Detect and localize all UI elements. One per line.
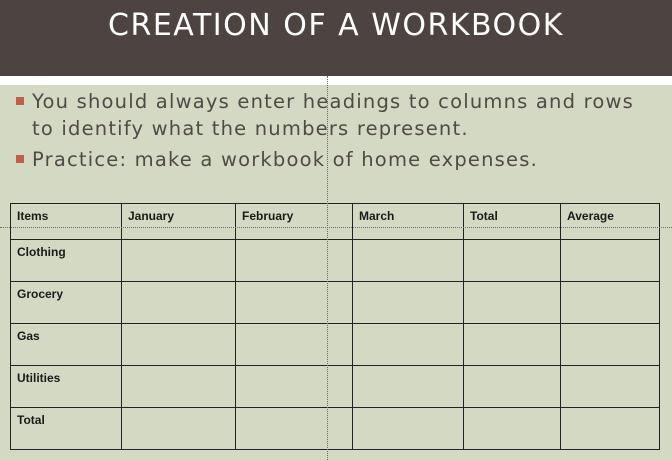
- horizontal-guide-line: [0, 227, 672, 228]
- table-cell[interactable]: [353, 324, 464, 366]
- table-cell[interactable]: [353, 408, 464, 450]
- table-row: [11, 408, 660, 450]
- table-cell[interactable]: [236, 282, 353, 324]
- title-divider: [0, 76, 672, 85]
- table-row: [11, 324, 660, 366]
- table-cell[interactable]: [561, 366, 660, 408]
- row-label[interactable]: Utilities: [11, 366, 122, 408]
- column-header[interactable]: Average: [561, 204, 660, 240]
- title-bar: [0, 0, 672, 76]
- table-cell[interactable]: [122, 240, 236, 282]
- vertical-guide-line: [327, 76, 328, 460]
- bullet-square-icon: [16, 155, 24, 163]
- bullet-text: Practice: make a workbook of home expenses.: [32, 148, 538, 171]
- table-cell[interactable]: [464, 366, 561, 408]
- table-cell[interactable]: [464, 408, 561, 450]
- table-cell[interactable]: [122, 408, 236, 450]
- table-cell[interactable]: [122, 366, 236, 408]
- row-label[interactable]: Total: [11, 408, 122, 450]
- table-cell[interactable]: [122, 282, 236, 324]
- row-label[interactable]: Gas: [11, 324, 122, 366]
- table-cell[interactable]: [561, 240, 660, 282]
- table-row: [11, 282, 660, 324]
- table-cell[interactable]: [236, 240, 353, 282]
- table-cell[interactable]: [464, 240, 561, 282]
- table-header-row: [11, 204, 660, 240]
- table-cell[interactable]: [236, 408, 353, 450]
- column-header[interactable]: January: [122, 204, 236, 240]
- bullet-text: You should always enter headings to columns and rows to identify what the numbers represent.: [32, 90, 635, 140]
- column-header[interactable]: Total: [464, 204, 561, 240]
- column-header[interactable]: February: [236, 204, 353, 240]
- table-cell[interactable]: [353, 282, 464, 324]
- table-cell[interactable]: [464, 324, 561, 366]
- slide-title: CREATION OF A WORKBOOK: [108, 8, 564, 43]
- column-header[interactable]: Items: [11, 204, 122, 240]
- table-row: [11, 240, 660, 282]
- row-label[interactable]: Clothing: [11, 240, 122, 282]
- expenses-table: [10, 203, 660, 450]
- table-cell[interactable]: [236, 366, 353, 408]
- table-cell[interactable]: [561, 324, 660, 366]
- bullet-square-icon: [16, 97, 24, 105]
- table-cell[interactable]: [561, 408, 660, 450]
- column-header[interactable]: March: [353, 204, 464, 240]
- table-cell[interactable]: [464, 282, 561, 324]
- table-cell[interactable]: [122, 324, 236, 366]
- row-label[interactable]: Grocery: [11, 282, 122, 324]
- table-cell[interactable]: [236, 324, 353, 366]
- table-cell[interactable]: [353, 366, 464, 408]
- table-row: [11, 366, 660, 408]
- table-cell[interactable]: [353, 240, 464, 282]
- table-cell[interactable]: [561, 282, 660, 324]
